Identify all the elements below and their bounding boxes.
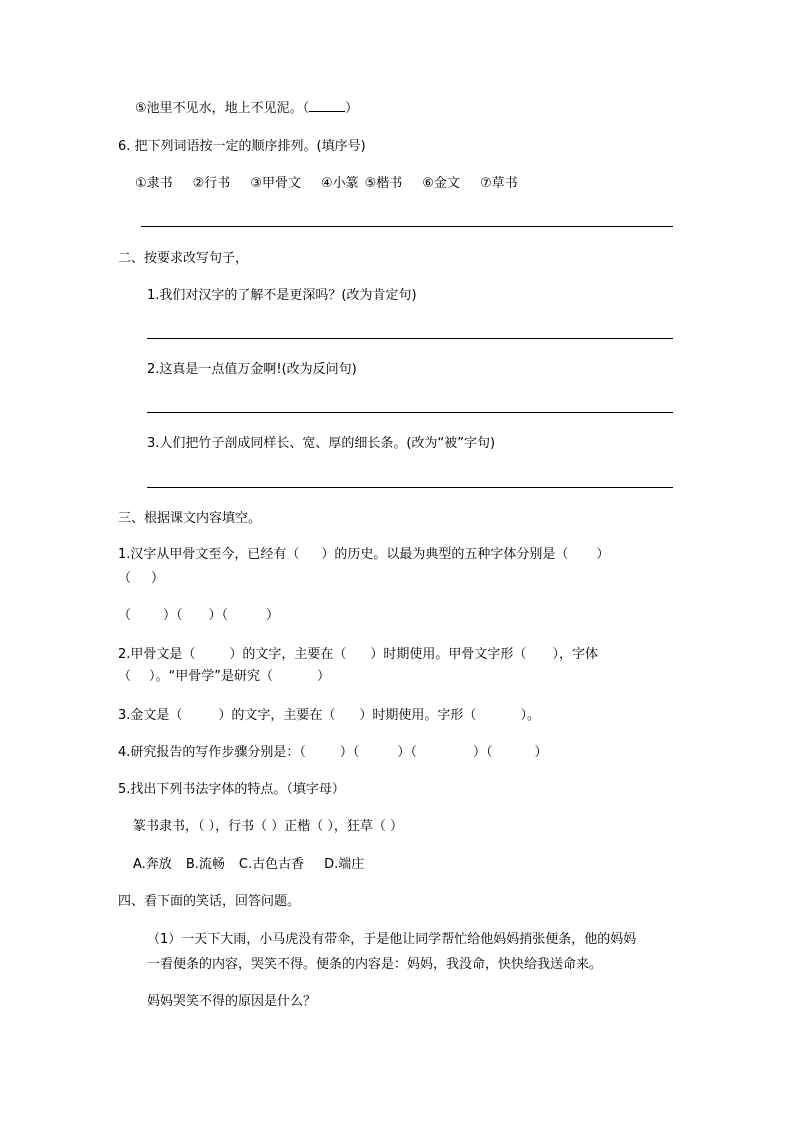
option: ⑥金文 [422, 176, 460, 191]
fill-q2-cont [118, 668, 330, 686]
fill-text: （ [118, 571, 132, 586]
option: A.奔放 [133, 857, 172, 872]
q6-options [135, 175, 518, 193]
fill-text: ）（ [208, 608, 229, 623]
fill-text: ），字体 [552, 647, 598, 662]
fill-q5-line: 篆书隶书，（ ），行书（ ）正楷（ ），狂草（ ） [133, 819, 404, 834]
fill-text: ）。 [520, 708, 540, 723]
fill-text: ）（ [397, 745, 417, 760]
fill-q1-cont [118, 570, 164, 588]
answer-blank[interactable] [309, 111, 345, 112]
fill-text: 2.甲骨文是（ [118, 647, 196, 662]
fill-text: 3.金文是（ [118, 708, 183, 723]
fill-text: ） [317, 669, 331, 684]
joke-paragraph-line-1: （1）一天下大雨，小马虎没有带伞，于是他让同学帮忙给他妈妈捎张便条，他的妈妈 [147, 932, 637, 947]
option: ⑦草书 [479, 176, 518, 191]
fill-text: ）的文字，主要在（ [218, 708, 336, 723]
fill-q4 [118, 744, 547, 762]
fill-q1-line2 [118, 607, 279, 625]
fill-text: ）的历史。以最为典型的五种字体分别是（ [321, 547, 569, 562]
section-2-heading: 二、按要求改写句子， [118, 251, 249, 266]
fill-q1 [118, 546, 609, 564]
fill-q2 [118, 646, 598, 664]
fill-text: ） [534, 745, 548, 760]
option: ①隶书 [135, 176, 173, 191]
option: ④小篆 [320, 176, 359, 191]
fill-text: ）（ [163, 608, 183, 623]
rewrite-item-2: 2.这真是一点值万金啊!(改为反问句) [147, 362, 357, 377]
fill-q5-options [133, 856, 364, 874]
answer-line[interactable] [147, 412, 673, 413]
option: ③甲骨文 [250, 176, 301, 191]
option: ⑤楷书 [364, 176, 403, 191]
fill-text: 1.汉字从甲骨文至今，已经有（ [118, 547, 300, 562]
fill-text: 4.研究报告的写作步骤分别是：（ [118, 745, 306, 760]
section-4-heading: 四、看下面的笑话，回答问题。 [118, 894, 301, 909]
q6-title: 6. 把下列词语按一定的顺序排列。(填序号) [118, 139, 366, 154]
fill-text: ）（ [339, 745, 360, 760]
fill-text: ）时期使用。字形（ [359, 708, 477, 723]
fill-text: ）的文字，主要在（ [229, 647, 347, 662]
joke-question: 妈妈哭笑不得的原因是什么？ [147, 994, 317, 1009]
option: B.流畅 [185, 857, 225, 872]
option: D.端庄 [324, 857, 365, 872]
section-3-heading: 三、根据课文内容填空。 [118, 511, 262, 526]
fill-q5-title: 5.找出下列书法字体的特点。（填字母） [118, 782, 345, 797]
q5-item-5-close: ） [345, 101, 359, 116]
option: ②行书 [192, 176, 231, 191]
joke-paragraph-line-2: 一看便条的内容，哭笑不得。便条的内容是：妈妈，我没命，快快给我送命来。 [147, 957, 603, 972]
fill-text: ） [596, 547, 610, 562]
q5-item-5 [135, 100, 358, 118]
answer-line[interactable] [147, 338, 673, 339]
fill-text: （ [118, 669, 132, 684]
answer-line[interactable] [147, 487, 673, 488]
rewrite-item-1: 1.我们对汉字的了解不是更深吗？(改为肯定句) [147, 288, 417, 303]
answer-line[interactable] [141, 226, 673, 227]
fill-q3 [118, 707, 540, 725]
fill-text: ）时期使用。甲骨文字形（ [370, 647, 527, 662]
fill-text: ）。“甲骨学”是研究（ [149, 669, 273, 684]
option: C.古色古香 [238, 857, 305, 872]
fill-text: ） [266, 608, 280, 623]
q5-item-5-text: ⑤池里不见水，地上不见泥。（ [135, 101, 310, 116]
fill-text: ）（ [472, 745, 493, 760]
fill-text: （ [118, 608, 132, 623]
fill-text: ） [151, 571, 165, 586]
rewrite-item-3: 3.人们把竹子剖成同样长、宽、厚的细长条。(改为“被”字句) [147, 436, 496, 451]
